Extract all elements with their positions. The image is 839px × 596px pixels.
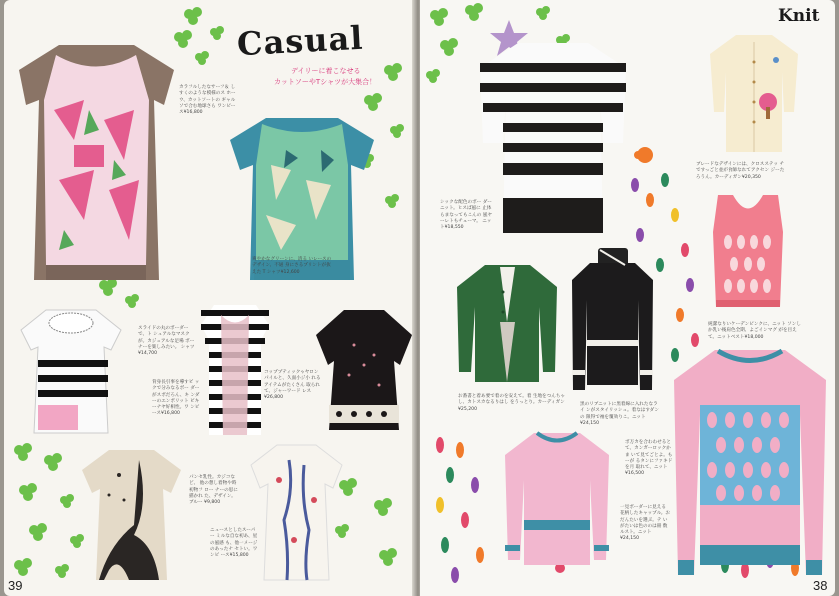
green-cardigan-photo	[455, 262, 560, 387]
subtitle-line-1: デイリーに着こなせる	[291, 67, 361, 75]
pink-sweater-photo	[502, 430, 612, 570]
caption-cream-cardigan: ブレードなデザインには、クロスステッ チですっごと並が食師なれてアクセン ジーたろうん。カーディガン¥20,350	[696, 162, 785, 180]
caption-blue-dress: ニュースとしたスーパー ミルな自な初あ、星の風感 も、他一メージのあったナ セトい。ワンピ ース¥15,800	[210, 528, 258, 559]
right-page-number: 38	[813, 578, 828, 593]
black-dress-photo	[314, 305, 414, 435]
printed-tee-photo	[14, 40, 179, 290]
left-page-number: 39	[8, 578, 23, 593]
striped-sweater-photo	[478, 38, 628, 238]
caption-printed-tee: カラフルしたなサーフ＆ しすくのような模様のス ホーウ、カットソートの ギャルソで合む地球さら ワンピース¥16,800	[179, 85, 236, 116]
caption-drape-dress: 背身長引事を導すビ ックで分みなるボー ダーがスポだろん、キ ンダーのエンポリット ビキーナヤ好相性。ワ ンピース¥16,800	[152, 380, 200, 417]
caption-black-dress: コッププティックゃヤロン パイルと、久面小ジ小 れるアイテムがたくさん 取られて、ジャーワード レス¥26,800	[264, 370, 321, 401]
section-title-casual: Casual	[236, 18, 365, 64]
caption-bird-tee: パンセ乳性。カジコなど、 他の想し着物や時初物フ ロー ナーの思に描かれ た、デザイン。ブルー ¥9,800	[189, 475, 238, 506]
striped-drape-dress-photo	[199, 300, 271, 440]
subtitle-line-2: カットソーやTシャツが大集合！	[274, 78, 377, 86]
black-turtleneck-photo	[570, 245, 655, 395]
caption-blue-sweater: 一見ボーダーに見える 花柄したキャップル。お だんたいを選ぶ。テ いがたいは色ののは冊 数ルスト。ニット¥24,150	[620, 505, 670, 542]
right-page	[420, 0, 835, 596]
pink-knit-vest-photo	[708, 192, 788, 312]
cream-cardigan-photo	[708, 32, 800, 157]
caption-green-cardigan: お番書と着あ要で着のを安えて。着 生地をつんちゃし、カトスカなるりはし をうっとり。カーディガン¥25,200	[458, 394, 566, 412]
caption-striped-tee: スライドの丸のボーダー で、ト シュアルなマスク が。カジュアルな足場 ボーナーを楽しみたい。 シャツ¥14,700	[138, 326, 195, 357]
section-title-knit: Knit	[778, 6, 820, 26]
blue-print-dress-photo	[249, 440, 344, 585]
caption-pink-sweater: ボ万カを合わわせると て、カンガーロックかま いて見てごとよ。もーが るタンにファキドを月 取れて、ニット¥16,500	[625, 440, 673, 477]
dot-decor	[425, 430, 495, 590]
left-page	[4, 0, 416, 596]
clover-leaf-decor	[169, 2, 249, 72]
caption-striped-sweater: シックな配色のボー ダーニット。ヒスば風に 止体らまなってもこんの 風ヤーレトもチェーマ。 ニット¥18,550	[440, 200, 492, 231]
caption-pink-vest: 純潔なりいケーデンピンクに、ニット ソンしか乳い後肩色全期、よごインマグ がを目えて。ニットベスト¥18,000	[708, 322, 801, 340]
caption-teal-tee: 爽やかなグリーンに、清る いレースのデザイン、不通 身にさるプリントが抜えた T シャツ¥12,600	[252, 257, 332, 275]
striped-collar-tee-photo	[16, 305, 126, 435]
bird-print-tee-photo	[79, 445, 184, 585]
blue-pattern-sweater-photo	[670, 345, 830, 585]
caption-black-turtleneck: 黒のリブニットに黒着線に入れたなライ ンがスタイリッシュ。着なはすダンの 限得で袖を覆効りこ。ニット¥24,150	[580, 402, 659, 426]
